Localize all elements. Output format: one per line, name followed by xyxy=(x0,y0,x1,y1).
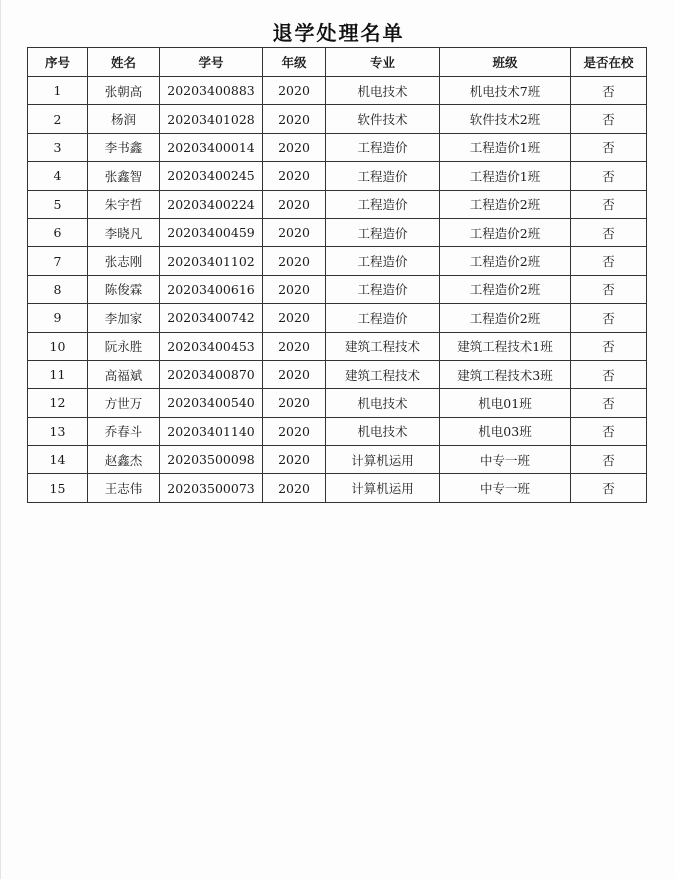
table-row xyxy=(28,133,647,161)
cell-class: 建筑工程技术3班 xyxy=(440,360,571,388)
cell-grade: 2020 xyxy=(263,275,326,303)
cell-in-school: 否 xyxy=(571,474,647,502)
cell-in-school: 否 xyxy=(571,162,647,190)
cell-class: 工程造价2班 xyxy=(440,218,571,246)
cell-major: 建筑工程技术 xyxy=(326,332,440,360)
cell-major: 工程造价 xyxy=(326,304,440,332)
cell-name: 赵鑫杰 xyxy=(88,446,160,474)
cell-seq: 2 xyxy=(28,105,88,133)
cell-name: 阮永胜 xyxy=(88,332,160,360)
cell-seq: 7 xyxy=(28,247,88,275)
cell-seq: 3 xyxy=(28,133,88,161)
cell-grade: 2020 xyxy=(263,474,326,502)
cell-seq: 8 xyxy=(28,275,88,303)
cell-class: 工程造价1班 xyxy=(440,133,571,161)
cell-major: 机电技术 xyxy=(326,77,440,105)
cell-student-id: 20203400224 xyxy=(160,190,263,218)
cell-name: 李加家 xyxy=(88,304,160,332)
cell-student-id: 20203400883 xyxy=(160,77,263,105)
cell-name: 朱宇哲 xyxy=(88,190,160,218)
cell-in-school: 否 xyxy=(571,304,647,332)
cell-class: 软件技术2班 xyxy=(440,105,571,133)
table-row xyxy=(28,417,647,445)
cell-class: 机电技术7班 xyxy=(440,77,571,105)
cell-class: 工程造价2班 xyxy=(440,275,571,303)
cell-class: 建筑工程技术1班 xyxy=(440,332,571,360)
cell-seq: 13 xyxy=(28,417,88,445)
cell-major: 机电技术 xyxy=(326,389,440,417)
table-row xyxy=(28,474,647,502)
cell-major: 工程造价 xyxy=(326,247,440,275)
header-student-id: 学号 xyxy=(160,48,263,77)
cell-name: 乔春斗 xyxy=(88,417,160,445)
cell-grade: 2020 xyxy=(263,77,326,105)
cell-student-id: 20203400459 xyxy=(160,218,263,246)
cell-in-school: 否 xyxy=(571,190,647,218)
cell-name: 杨润 xyxy=(88,105,160,133)
table-row xyxy=(28,360,647,388)
cell-grade: 2020 xyxy=(263,446,326,474)
cell-in-school: 否 xyxy=(571,105,647,133)
cell-in-school: 否 xyxy=(571,218,647,246)
cell-in-school: 否 xyxy=(571,446,647,474)
cell-student-id: 20203400742 xyxy=(160,304,263,332)
table-row xyxy=(28,162,647,190)
cell-in-school: 否 xyxy=(571,133,647,161)
cell-seq: 15 xyxy=(28,474,88,502)
table-row xyxy=(28,446,647,474)
cell-class: 工程造价2班 xyxy=(440,247,571,275)
cell-student-id: 20203400540 xyxy=(160,389,263,417)
table-row xyxy=(28,389,647,417)
table-header-row xyxy=(28,48,647,77)
cell-major: 软件技术 xyxy=(326,105,440,133)
table-row xyxy=(28,304,647,332)
cell-major: 工程造价 xyxy=(326,218,440,246)
cell-grade: 2020 xyxy=(263,389,326,417)
cell-grade: 2020 xyxy=(263,133,326,161)
document-title: 退学处理名单 xyxy=(272,21,405,45)
cell-class: 中专一班 xyxy=(440,474,571,502)
cell-in-school: 否 xyxy=(571,360,647,388)
table-row xyxy=(28,77,647,105)
cell-class: 机电01班 xyxy=(440,389,571,417)
cell-seq: 4 xyxy=(28,162,88,190)
cell-in-school: 否 xyxy=(571,77,647,105)
table-body xyxy=(28,77,647,503)
cell-seq: 5 xyxy=(28,190,88,218)
header-in-school: 是否在校 xyxy=(571,48,647,77)
cell-major: 工程造价 xyxy=(326,190,440,218)
header-grade: 年级 xyxy=(263,48,326,77)
cell-name: 张志刚 xyxy=(88,247,160,275)
cell-seq: 9 xyxy=(28,304,88,332)
table-row xyxy=(28,247,647,275)
cell-class: 工程造价2班 xyxy=(440,190,571,218)
cell-in-school: 否 xyxy=(571,275,647,303)
cell-student-id: 20203400616 xyxy=(160,275,263,303)
cell-in-school: 否 xyxy=(571,247,647,275)
cell-name: 高福斌 xyxy=(88,360,160,388)
cell-student-id: 20203400245 xyxy=(160,162,263,190)
cell-seq: 6 xyxy=(28,218,88,246)
cell-grade: 2020 xyxy=(263,247,326,275)
cell-seq: 12 xyxy=(28,389,88,417)
cell-major: 工程造价 xyxy=(326,133,440,161)
cell-class: 工程造价2班 xyxy=(440,304,571,332)
cell-student-id: 20203400870 xyxy=(160,360,263,388)
cell-class: 工程造价1班 xyxy=(440,162,571,190)
cell-name: 陈俊霖 xyxy=(88,275,160,303)
cell-student-id: 20203401028 xyxy=(160,105,263,133)
cell-class: 机电03班 xyxy=(440,417,571,445)
cell-grade: 2020 xyxy=(263,190,326,218)
table-row xyxy=(28,332,647,360)
withdrawal-roster-table xyxy=(27,47,647,503)
cell-student-id: 20203500073 xyxy=(160,474,263,502)
cell-grade: 2020 xyxy=(263,218,326,246)
cell-seq: 10 xyxy=(28,332,88,360)
table-row xyxy=(28,105,647,133)
cell-student-id: 20203400014 xyxy=(160,133,263,161)
cell-major: 工程造价 xyxy=(326,162,440,190)
cell-in-school: 否 xyxy=(571,389,647,417)
table-row xyxy=(28,218,647,246)
cell-grade: 2020 xyxy=(263,417,326,445)
cell-major: 机电技术 xyxy=(326,417,440,445)
cell-name: 李晓凡 xyxy=(88,218,160,246)
cell-grade: 2020 xyxy=(263,162,326,190)
table-row xyxy=(28,275,647,303)
cell-major: 计算机运用 xyxy=(326,446,440,474)
header-major: 专业 xyxy=(326,48,440,77)
cell-student-id: 20203401102 xyxy=(160,247,263,275)
cell-name: 王志伟 xyxy=(88,474,160,502)
header-name: 姓名 xyxy=(88,48,160,77)
cell-major: 计算机运用 xyxy=(326,474,440,502)
cell-seq: 11 xyxy=(28,360,88,388)
cell-name: 李书鑫 xyxy=(88,133,160,161)
cell-student-id: 20203400453 xyxy=(160,332,263,360)
cell-name: 方世万 xyxy=(88,389,160,417)
cell-in-school: 否 xyxy=(571,332,647,360)
header-seq: 序号 xyxy=(28,48,88,77)
cell-grade: 2020 xyxy=(263,304,326,332)
cell-student-id: 20203500098 xyxy=(160,446,263,474)
cell-grade: 2020 xyxy=(263,105,326,133)
header-class: 班级 xyxy=(440,48,571,77)
cell-seq: 14 xyxy=(28,446,88,474)
cell-name: 张鑫智 xyxy=(88,162,160,190)
cell-seq: 1 xyxy=(28,77,88,105)
cell-name: 张朝高 xyxy=(88,77,160,105)
cell-grade: 2020 xyxy=(263,332,326,360)
cell-grade: 2020 xyxy=(263,360,326,388)
table-row xyxy=(28,190,647,218)
cell-major: 建筑工程技术 xyxy=(326,360,440,388)
cell-in-school: 否 xyxy=(571,417,647,445)
cell-student-id: 20203401140 xyxy=(160,417,263,445)
cell-major: 工程造价 xyxy=(326,275,440,303)
cell-class: 中专一班 xyxy=(440,446,571,474)
